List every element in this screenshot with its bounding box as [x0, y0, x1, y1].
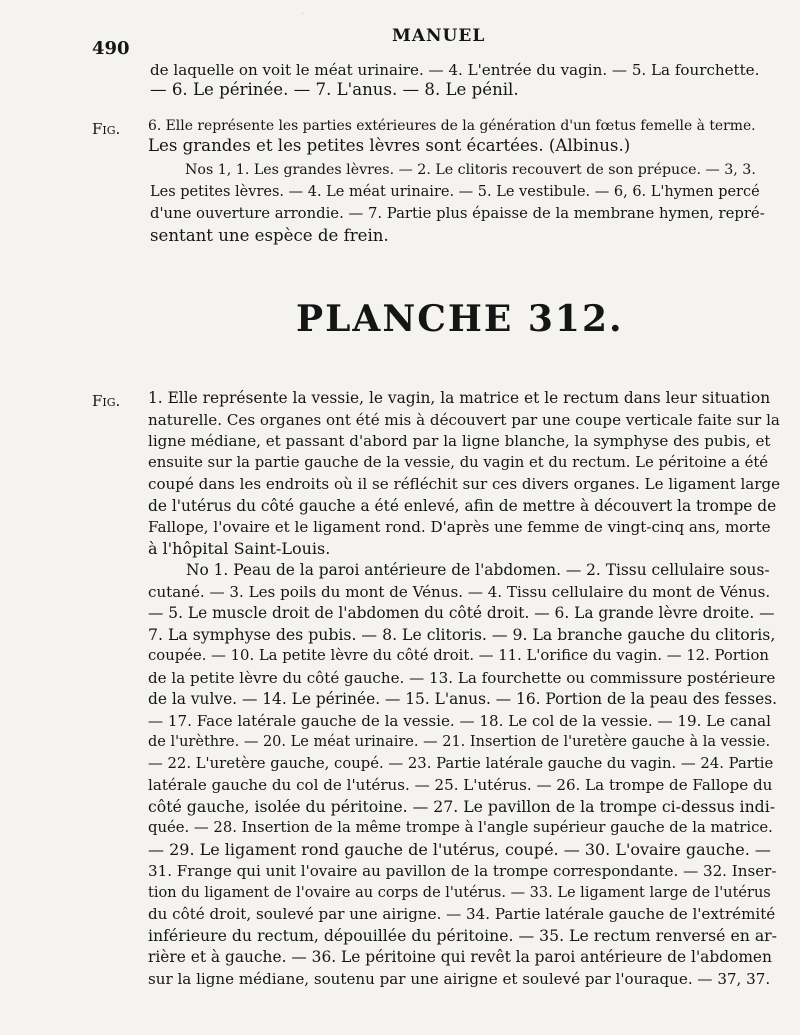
text-line: de l'utérus du côté gauche a été enlevé, afin de mettre à découvert la trompe de — [148, 496, 777, 515]
text-line: cutané. — 3. Les poils du mont de Vénus. — 4. Tissu cellulaire du mont de Vénus. — [148, 582, 771, 601]
text-line: d'une ouverture arrondie. — 7. Partie plus épaisse de la membrane hymen, repré- — [150, 205, 765, 222]
text-line: latérale gauche du col de l'utérus. — 25. L'utérus. — 26. La trompe de Fallope du — [148, 776, 773, 794]
text-line: coupé dans les endroits où il se réfléchit sur ces divers organes. Le ligament large — [148, 475, 781, 493]
page-number: 490 — [92, 38, 130, 59]
text-line: sentant une espèce de frein. — [150, 226, 389, 245]
text-line: de la petite lèvre du côté gauche. — 13. La fourchette ou commissure postérieure — [148, 668, 776, 687]
text-line: côté gauche, isolée du péritoine. — 27. Le pavillon de la trompe ci-dessus indi- — [148, 796, 776, 816]
text-line: — 5. Le muscle droit de l'abdomen du côté droit. — 6. La grande lèvre droite. — — [148, 604, 775, 622]
text-line: — 29. Le ligament rond gauche de l'utérus, coupé. — 30. L'ovaire gauche. — — [148, 839, 771, 859]
text-line: — 17. Face latérale gauche de la vessie. — 18. Le col de la vessie. — 19. Le canal — [148, 711, 771, 730]
text-line: ligne médiane, et passant d'abord par la ligne blanche, la symphyse des pubis, et — [148, 432, 771, 450]
running-title: MANUEL — [392, 26, 486, 46]
text-line: du côté droit, soulevé par une airigne. — 34. Partie latérale gauche de l'extrémité — [148, 905, 776, 923]
figure-label: Fig. — [92, 120, 121, 138]
text-line: de laquelle on voit le méat urinaire. — 4. L'entrée du vagin. — 5. La fourchette. — [150, 61, 760, 79]
plate-title: PLANCHE 312. — [296, 298, 624, 340]
text-line: quée. — 28. Insertion de la même trompe à l'angle supérieur gauche de la matrice. — [148, 819, 773, 836]
text-line: coupée. — 10. La petite lèvre du côté droit. — 11. L'orifice du vagin. — 12. Portion — [148, 647, 769, 664]
figure-label: Fig. — [92, 392, 121, 410]
text-line: inférieure du rectum, dépouillée du péritoine. — 35. Le rectum renversé en ar- — [148, 925, 777, 945]
text-line: Nos 1, 1. Les grandes lèvres. — 2. Le clitoris recouvert de son prépuce. — 3, 3. — [185, 162, 756, 178]
text-line: Fallope, l'ovaire et le ligament rond. D'après une femme de vingt-cinq ans, morte — [148, 518, 771, 536]
text-line: 1. Elle représente la vessie, le vagin, la matrice et le rectum dans leur situation — [148, 389, 771, 407]
text-line: tion du ligament de l'ovaire au corps de l'utérus. — 33. Le ligament large de l'utérus — [148, 884, 771, 901]
text-line: à l'hôpital Saint-Louis. — [148, 538, 331, 558]
text-line: de l'urèthre. — 20. Le méat urinaire. — 21. Insertion de l'uretère gauche à la vessie. — [148, 734, 771, 750]
text-line: rière et à gauche. — 36. Le péritoine qui revêt la paroi antérieure de l'abdomen — [148, 948, 772, 966]
text-line: 31. Frange qui unit l'ovaire au pavillon de la trompe correspondante. — 32. Inser- — [148, 862, 777, 880]
text-line: Les grandes et les petites lèvres sont écartées. (Albinus.) — [148, 136, 631, 155]
text-line: Les petites lèvres. — 4. Le méat urinaire. — 5. Le vestibule. — 6, 6. L'hymen percé — [150, 184, 760, 200]
text-line: ensuite sur la partie gauche de la vessie, du vagin et du rectum. Le péritoine a été — [148, 453, 769, 471]
text-line: 7. La symphyse des pubis. — 8. Le clitoris. — 9. La branche gauche du clitoris, — [148, 624, 776, 644]
text-line: sur la ligne médiane, soutenu par une airigne et soulevé par l'ouraque. — 37, 37. — [148, 969, 771, 988]
text-line: — 6. Le périnée. — 7. L'anus. — 8. Le pénil. — [150, 80, 519, 99]
text-line: de la vulve. — 14. Le périnée. — 15. L'anus. — 16. Portion de la peau des fesses. — [148, 690, 777, 708]
page-header — [0, 8, 800, 59]
bleed-through-text: · — [300, 4, 306, 23]
text-line: 6. Elle représente les parties extérieures de la génération d'un fœtus femelle à terme. — [148, 118, 756, 134]
text-line: No 1. Peau de la paroi antérieure de l'abdomen. — 2. Tissu cellulaire sous- — [186, 561, 770, 579]
text-line: — 22. L'uretère gauche, coupé. — 23. Partie latérale gauche du vagin. — 24. Partie — [148, 754, 774, 772]
text-line: naturelle. Ces organes ont été mis à découvert par une coupe verticale faite sur la — [148, 410, 780, 429]
